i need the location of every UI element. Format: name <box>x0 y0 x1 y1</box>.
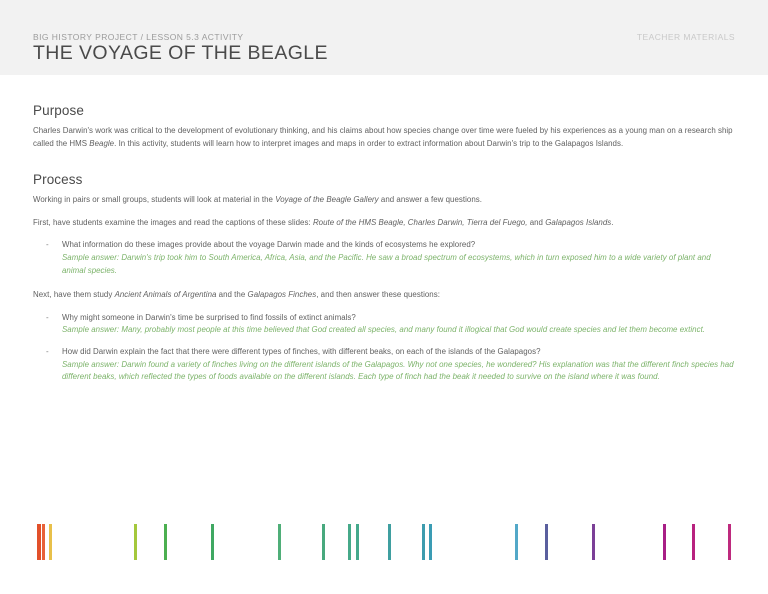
footer-color-bar <box>37 524 41 560</box>
process-next-text-2: and the <box>216 290 248 300</box>
list-item <box>33 312 735 337</box>
process-next-text-3: , and then answer these questions: <box>316 290 440 300</box>
process-next-italic-1: Ancient Animals of Argentina <box>114 290 217 300</box>
question-list-2 <box>33 312 735 384</box>
purpose-body-italic: Beagle <box>89 138 115 148</box>
purpose-body-text-1: Charles Darwin's work was critical to the development of evolutionary thinking, and his claims about how species change over time were fueled by his experiences as a young man on a research ship called the HMS <box>33 126 733 148</box>
footer-color-bar <box>515 524 518 560</box>
footer-color-bar <box>545 524 548 560</box>
process-intro-italic: Voyage of the Beagle Gallery <box>275 195 379 205</box>
header-inner <box>33 0 735 75</box>
footer-color-bar <box>592 524 595 560</box>
footer-color-bar <box>134 524 137 560</box>
footer-color-bars <box>0 524 768 560</box>
footer-color-bar <box>278 524 281 560</box>
footer-color-bar <box>422 524 425 560</box>
process-next-text-1: Next, have them study <box>33 290 115 300</box>
footer-color-bar <box>429 524 432 560</box>
bullet-marker: - <box>46 240 49 250</box>
document-content <box>33 103 735 384</box>
bullet-marker: - <box>46 346 49 356</box>
bullet-marker: - <box>46 312 49 322</box>
footer-color-bar <box>322 524 325 560</box>
list-item <box>33 239 735 277</box>
question-text: How did Darwin explain the fact that there were different types of finches, with different beaks, on each of the islands of the Galapagos? <box>62 346 541 356</box>
page-header <box>0 0 768 75</box>
footer-color-bar <box>356 524 359 560</box>
process-first-text-2: and <box>527 217 546 227</box>
footer-color-bar <box>388 524 391 560</box>
question-list-1 <box>33 239 735 277</box>
question-text: What information do these images provide about the voyage Darwin made and the kinds of ecosystems he explored? <box>62 240 476 250</box>
breadcrumb: BIG HISTORY PROJECT / LESSON 5.3 ACTIVITY <box>33 32 244 42</box>
process-first-italic-2: Galapagos Islands <box>545 217 612 227</box>
process-intro <box>33 194 735 207</box>
footer-color-bar <box>42 524 45 560</box>
purpose-heading: Purpose <box>33 103 84 118</box>
sample-answer-text: Sample answer: Many, probably most people at this time believed that God created all species, and many found it illogical that God would create species and let them become extinct. <box>62 325 706 335</box>
footer-color-bar <box>692 524 695 560</box>
teacher-materials-label: TEACHER MATERIALS <box>636 32 735 42</box>
sample-answer-text: Sample answer: Darwin found a variety of finches living on the different islands of the Galapagos. Why not one species, he wondered? His explanation was that the different finch species had different beaks, which reflected the types of foods available on the different islands. Each type of finch had the beak it needed to survive on the island where it was found. <box>62 359 734 382</box>
footer-color-bar <box>164 524 167 560</box>
process-heading: Process <box>33 172 83 188</box>
page-title: THE VOYAGE OF THE BEAGLE <box>33 42 328 64</box>
list-item <box>33 346 735 384</box>
question-text: Why might someone in Darwin's time be surprised to find fossils of extinct animals? <box>62 312 356 322</box>
process-first-step <box>33 217 735 230</box>
purpose-body-text-2: . In this activity, students will learn how to interpret images and maps in order to extract information about Darwin's trip to the Galapagos Islands. <box>114 138 624 148</box>
footer-color-bar <box>728 524 731 560</box>
process-first-text-3: . <box>611 217 614 227</box>
sample-answer-text: Sample answer: Darwin's trip took him to South America, Africa, Asia, and the Pacific. He saw a broad spectrum of ecosystems, which in turn exposed him to a wide variety of plant and animal species. <box>62 252 711 275</box>
process-first-italic-1: Route of the HMS Beagle, Charles Darwin, Tierra del Fuego, <box>312 217 528 227</box>
footer-color-bar <box>663 524 666 560</box>
purpose-body <box>33 125 735 150</box>
process-next-italic-2: Galapagos Finches <box>247 290 317 300</box>
process-first-text-1: First, have students examine the images and read the captions of these slides: <box>33 217 313 227</box>
process-intro-text-1: Working in pairs or small groups, students will look at material in the <box>33 195 276 205</box>
process-next-step <box>33 289 735 302</box>
process-intro-text-2: and answer a few questions. <box>378 195 482 205</box>
footer-color-bar <box>211 524 214 560</box>
footer-color-bar <box>49 524 52 560</box>
footer-color-bar <box>348 524 351 560</box>
